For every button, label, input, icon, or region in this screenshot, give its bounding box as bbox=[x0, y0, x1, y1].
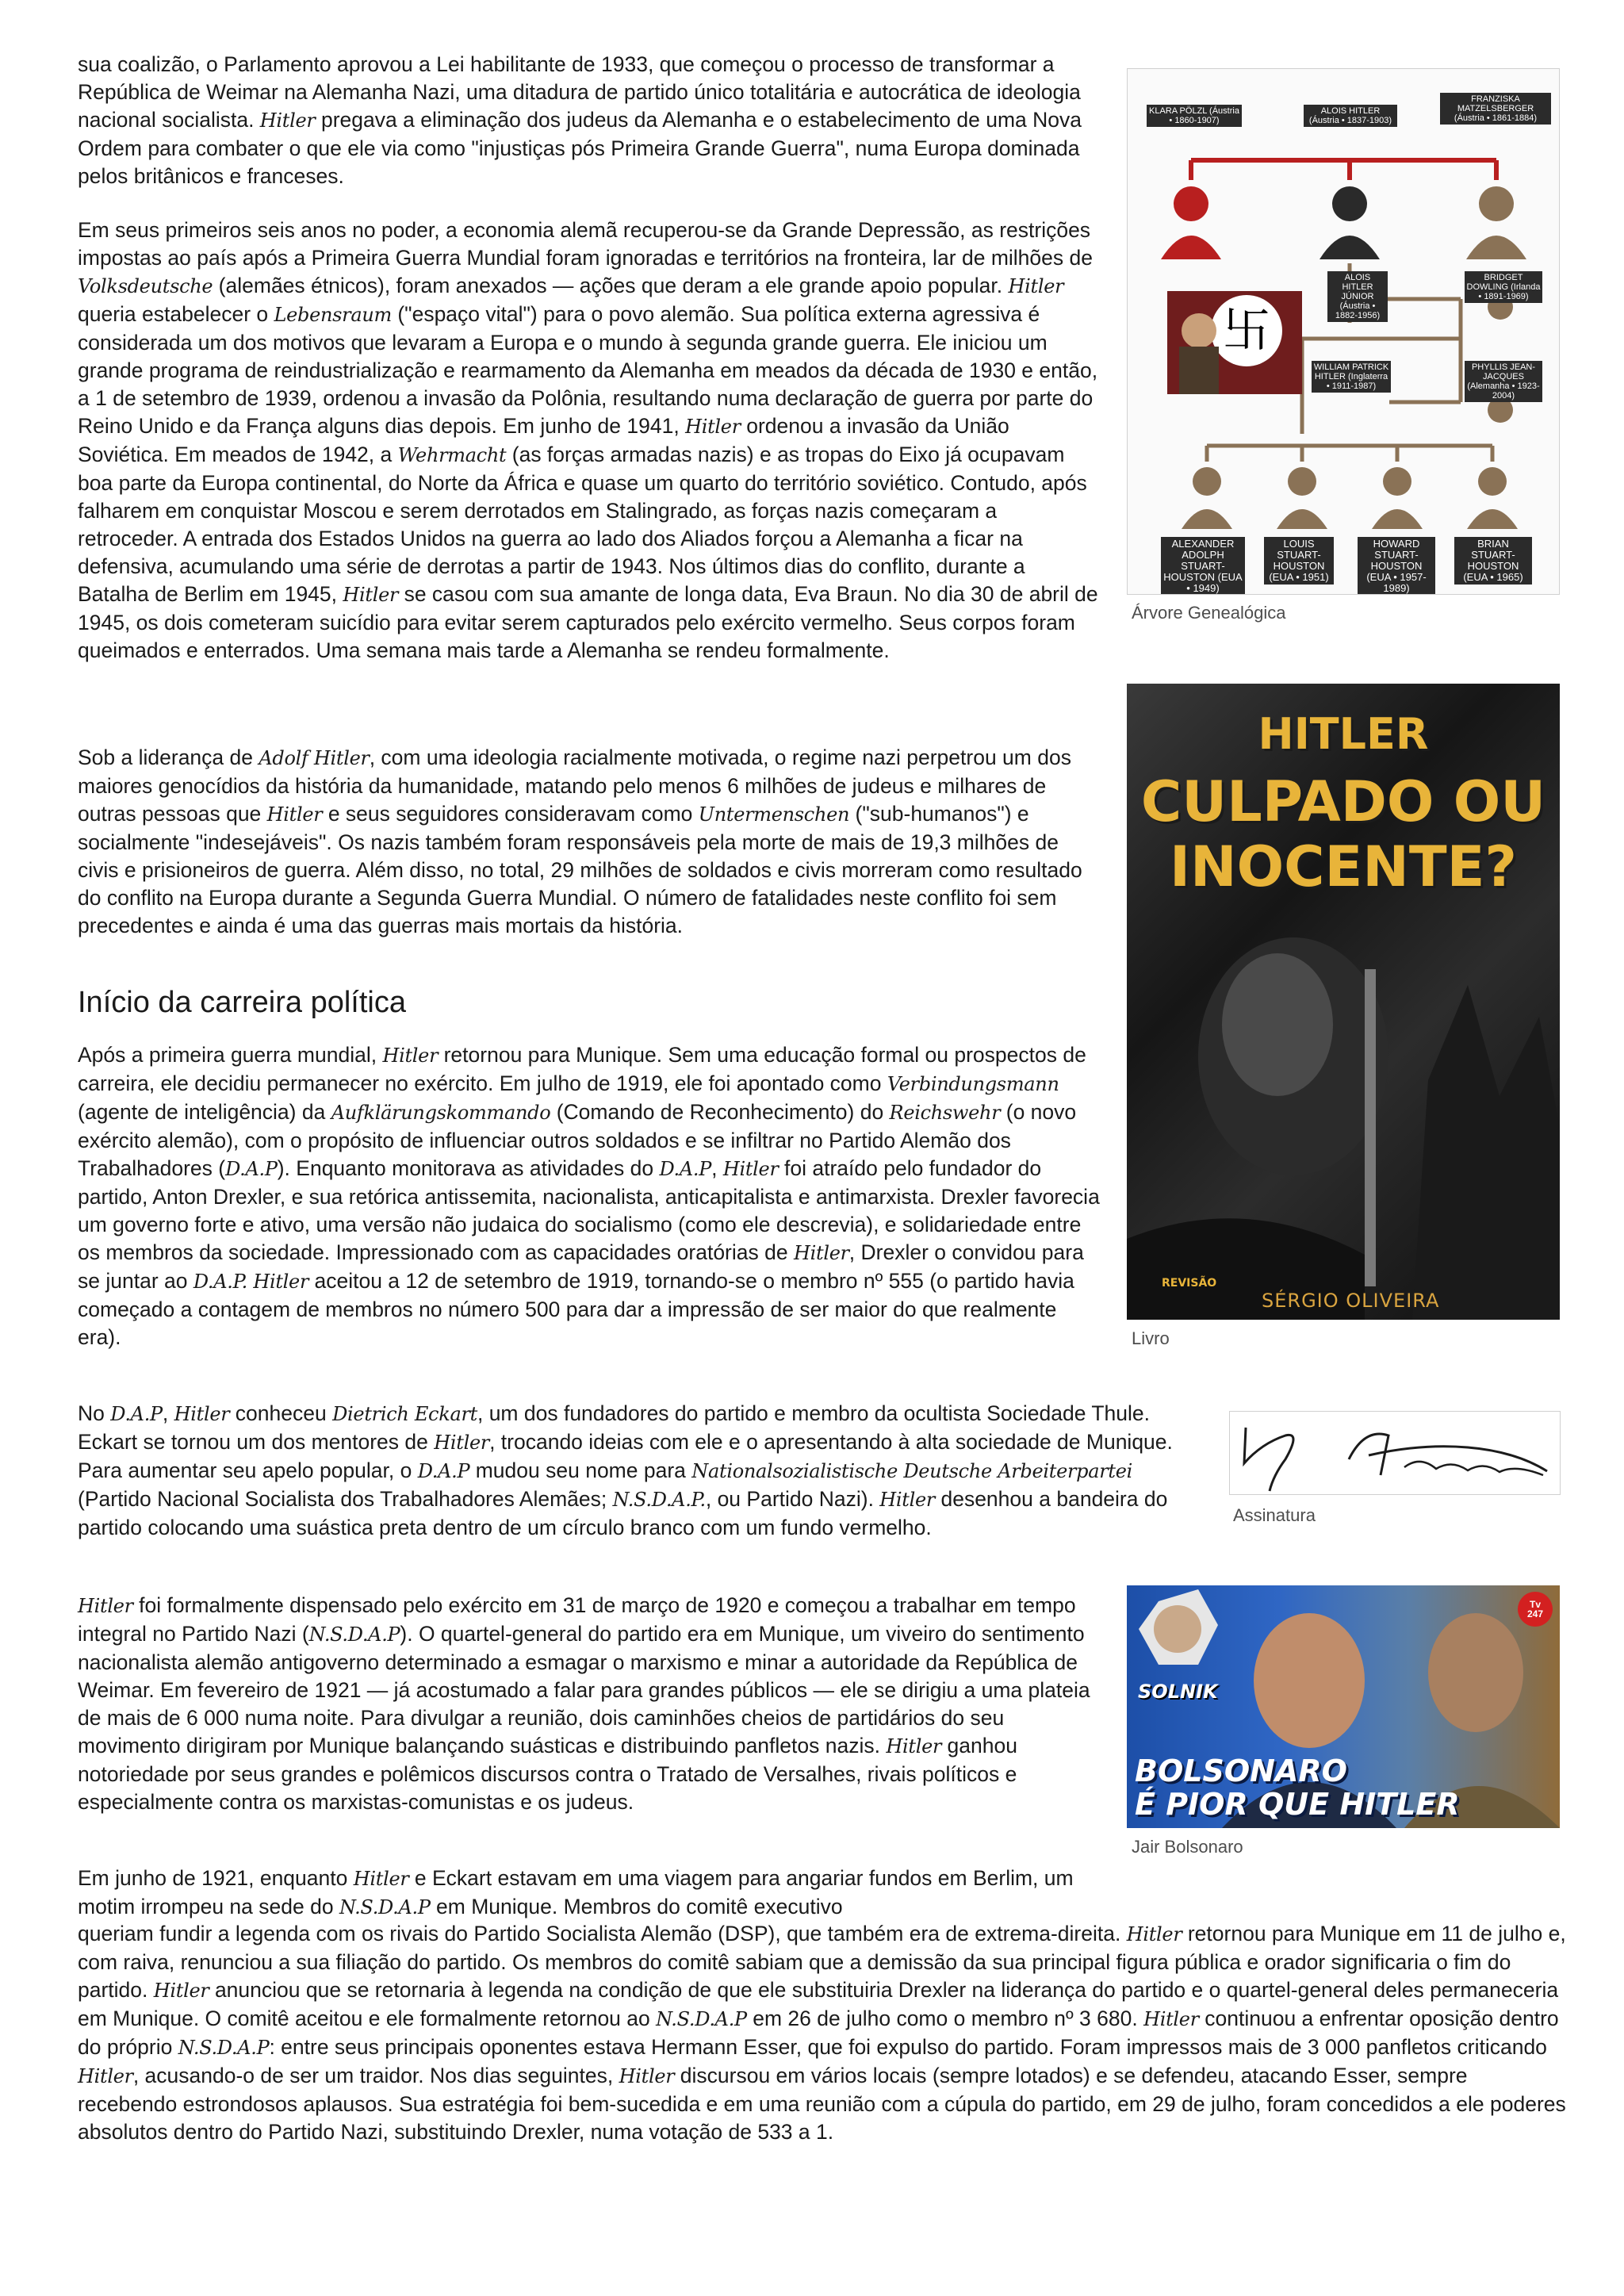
video-thumbnail-image bbox=[1127, 1585, 1560, 1828]
text-run: foi atraído pelo fundador do partido, Anton Drexler, e sua retórica antissemita, nacionalista, anticapitalista e antimarxista. Drexler favorecia um governo forte e ativo, uma versão não judaica do socialismo (como ele descrevia), e solidariedade entre os membros da sociedade. Impressionado com as capacidades oratórias de bbox=[78, 1156, 1100, 1264]
stylized-term: D.A.P bbox=[225, 1158, 278, 1180]
stylized-term: N.S.D.A.P bbox=[178, 2037, 270, 2059]
tree-label-alois-jr: ALOIS HITLER JÚNIOR (Áustria • 1882-1956) bbox=[1327, 271, 1388, 322]
stylized-term: Nationalsozialistische Deutsche Arbeiterpartei bbox=[691, 1460, 1133, 1482]
text-run: (agente de inteligência) da bbox=[78, 1100, 331, 1124]
text-run: aceitou a 12 de setembro de 1919, tornando-se o membro nº 555 (o partido havia começado a contagem de membros no número 500 para dar a impressão de ser maior do que realmente era). bbox=[78, 1269, 1074, 1349]
stylized-term: Hitler bbox=[259, 109, 316, 132]
thumbnail-caption: Jair Bolsonaro bbox=[1132, 1837, 1243, 1857]
text-run: ("sub-humanos") e socialmente "indesejáveis". Os nazis também foram responsáveis pela morte de mais de 19,3 milhões de civis e prisioneiros de guerra. Além disso, no total, 29 milhões de soldados e civis morreram como resultado do conflito na Europa durante a Segunda Guerra Mundial. O número de fatalidades neste conflito foi sem precedentes e ainda é uma das guerras mais mortais da história. bbox=[78, 802, 1082, 937]
tree-label-franziska: FRANZISKA MATZELSBERGER (Áustria • 1861-1884) bbox=[1440, 93, 1551, 125]
text-run: ("espaço vital") para o povo alemão. Sua política externa agressiva é considerada um dos motivos que levaram a Europa e o mundo à segunda grande guerra. Ele iniciou um grande programa de reindustrialização e rearmamento da Alemanha em meados da década de 1930 e então, a 1 de setembro de 1939, ordenou a invasão da Polônia, resultando numa declaração de guerra por parte do Reino Unido e da França alguns dias depois. Em junho de 1941, bbox=[78, 302, 1098, 438]
book-cover-image bbox=[1127, 684, 1560, 1320]
stylized-term: Untermenschen bbox=[698, 803, 850, 826]
stylized-term: Hitler bbox=[382, 1045, 439, 1067]
tree-label-bridget: BRIDGET DOWLING (Irlanda • 1891-1969) bbox=[1465, 271, 1542, 303]
text-run: , bbox=[711, 1156, 723, 1180]
stylized-term: Aufklärungskommando bbox=[331, 1102, 551, 1124]
stylized-term: N.S.D.A.P bbox=[308, 1623, 400, 1646]
stylized-term: Adolf Hitler bbox=[259, 747, 370, 769]
stylized-term: N.S.D.A.P. bbox=[612, 1489, 706, 1511]
stylized-term: Hitler bbox=[253, 1271, 309, 1293]
text-run: , bbox=[162, 1401, 174, 1425]
book-author: SÉRGIO OLIVEIRA bbox=[1262, 1290, 1440, 1312]
signature-image bbox=[1229, 1411, 1561, 1495]
text-run: ordenou a invasão da União Soviética. Em meados de 1942, a bbox=[78, 414, 1009, 466]
family-tree-image bbox=[1127, 68, 1560, 595]
text-run: anunciou que se retornaria à legenda na condição de que ele substituiria Drexler na liderança do partido e o quartel-general deles permaneceria em Munique. O comitê aceitou e ele formalmente retornou ao bbox=[78, 1978, 1559, 2030]
stylized-term: Hitler bbox=[153, 1980, 209, 2002]
stylized-term: Hitler bbox=[793, 1242, 849, 1264]
book-title-line3: INOCENTE? bbox=[1169, 834, 1518, 899]
tree-label-klara: KLARA PÖLZL (Áustria • 1860-1907) bbox=[1147, 105, 1242, 127]
book-title-line1: HITLER bbox=[1258, 709, 1429, 759]
paragraph-mutiny-continued bbox=[78, 1920, 1568, 2146]
text-run: Em junho de 1921, enquanto bbox=[78, 1866, 354, 1890]
text-run: (alemães étnicos), foram anexados — ações que deram a ele grande apoio popular. bbox=[213, 274, 1009, 297]
stylized-term: Hitler bbox=[1008, 275, 1064, 297]
text-run: , trocando ideias com ele e o apresentando à alta sociedade de Munique. Para aumentar seu apelo popular, o bbox=[78, 1430, 1173, 1482]
text-run: (Partido Nacional Socialista dos Trabalhadores Alemães; bbox=[78, 1487, 613, 1511]
stylized-term: Lebensraum bbox=[274, 304, 392, 326]
text-run: Após a primeira guerra mundial, bbox=[78, 1043, 383, 1067]
stylized-term: D.A.P bbox=[110, 1403, 163, 1425]
stylized-term: Hitler bbox=[174, 1403, 230, 1425]
tree-label-brian: BRIAN STUART-HOUSTON (EUA • 1965) bbox=[1454, 537, 1532, 585]
stylized-term: Wehrmacht bbox=[397, 444, 507, 466]
stylized-term: Hitler bbox=[722, 1158, 779, 1180]
text-run: e Eckart estavam em uma viagem para angariar fundos em Berlim, um motim irrompeu na sede do bbox=[78, 1866, 1074, 1918]
stylized-term: Hitler bbox=[78, 1595, 133, 1617]
tree-label-alois: ALOIS HITLER (Áustria • 1837-1903) bbox=[1304, 105, 1397, 127]
stylized-term: N.S.D.A.P bbox=[339, 1896, 431, 1918]
text-run: mudou seu nome para bbox=[469, 1458, 692, 1482]
text-run: em Munique. Membros do comitê executivo bbox=[430, 1895, 843, 1918]
text-run: , Drexler o convidou para se juntar ao bbox=[78, 1240, 1084, 1293]
stylized-term: Hitler bbox=[1126, 1923, 1182, 1945]
text-run: queria estabelecer o bbox=[78, 302, 274, 326]
text-run: desenhou a bandeira do partido colocando uma suástica preta dentro de um círculo branco com um fundo vermelho. bbox=[78, 1487, 1168, 1539]
paragraph-early-years bbox=[78, 217, 1101, 665]
tree-label-louis: LOUIS STUART-HOUSTON (EUA • 1951) bbox=[1264, 537, 1334, 585]
stylized-term: D.A.P bbox=[417, 1460, 470, 1482]
stylized-term: D.A.P. bbox=[193, 1271, 247, 1293]
text-run: retornou para Munique. Sem uma educação formal ou prospectos de carreira, ele decidiu permanecer no exército. Em julho de 1919, ele foi apontado como bbox=[78, 1043, 1086, 1095]
text-run: , um dos fundadores do partido e membro da ocultista Sociedade Thule. Eckart se tornou um dos mentores de bbox=[78, 1401, 1150, 1454]
tree-label-howard: HOWARD STUART-HOUSTON (EUA • 1957-1989) bbox=[1358, 537, 1435, 595]
paragraph-intro-continued bbox=[78, 51, 1101, 190]
text-run: (Comando de Reconhecimento) do bbox=[550, 1100, 890, 1124]
text-run: , acusando-o de ser um traidor. Nos dias seguintes, bbox=[132, 2064, 619, 2087]
paragraph-mutiny bbox=[78, 1865, 1101, 1922]
text-run: pregava a eliminação dos judeus da Alemanha e o estabelecimento de uma Nova Ordem para combater o que ele via como "injustiças pós Primeira Grande Guerra", numa Europa dominada pelos britânicos e franceses. bbox=[78, 108, 1082, 188]
stylized-term: Verbindungsmann bbox=[887, 1073, 1059, 1095]
stylized-term: Hitler bbox=[1143, 2008, 1199, 2030]
signature-caption: Assinatura bbox=[1233, 1505, 1316, 1525]
text-run: retornou para Munique em 11 de julho e, com raiva, renunciou a sua filiação do partido. Os membros do comitê sabiam que a demissão da sua principal figura pública e orador significaria o fim do partido. bbox=[78, 1922, 1566, 2002]
stylized-term: Hitler bbox=[879, 1489, 936, 1511]
text-run: sua coalizão, o Parlamento aprovou a Lei habilitante de 1933, que começou o processo de transformar a República de Weimar na Alemanha Nazi, uma ditadura de partido único totalitária e autocrática de ideologia nacional socialista. bbox=[78, 52, 1081, 132]
stylized-term: Hitler bbox=[619, 2065, 675, 2087]
stylized-term: D.A.P bbox=[659, 1158, 712, 1180]
text-run: se casou com sua amante de longa data, Eva Braun. No dia 30 de abril de 1945, os dois cometeram suicídio para evitar serem capturados pelo exército vermelho. Seus corpos foram queimados e enterrados. Uma semana mais tarde a Alemanha se rendeu formalmente. bbox=[78, 582, 1098, 662]
stylized-term: Hitler bbox=[343, 584, 399, 606]
section-heading: Início da carreira política bbox=[78, 986, 406, 1019]
stylized-term: N.S.D.A.P bbox=[656, 2008, 747, 2030]
text-run: ganhou notoriedade por seus grandes e polêmicos discursos contra o Tratado de Versalhes, rivais políticos e especialmente contra os marxistas-comunistas e os judeus. bbox=[78, 1734, 1017, 1814]
paragraph-nsdap bbox=[78, 1592, 1101, 1816]
tree-label-phyllis: PHYLLIS JEAN-JACQUES (Alemanha • 1923-2004) bbox=[1465, 361, 1542, 402]
stylized-term: Hitler bbox=[886, 1735, 942, 1757]
stylized-term: Hitler bbox=[685, 416, 741, 438]
signature-strokes bbox=[1230, 1412, 1561, 1495]
svg-text:卐: 卐 bbox=[1223, 303, 1270, 358]
book-caption: Livro bbox=[1132, 1328, 1170, 1348]
thumbnail-badge: Tv 247 bbox=[1526, 1599, 1544, 1619]
text-run: Sob a liderança de bbox=[78, 746, 259, 769]
text-run: ). Enquanto monitorava as atividades do bbox=[277, 1156, 660, 1180]
family-tree-lines bbox=[1128, 69, 1560, 595]
paragraph-genocide bbox=[78, 744, 1101, 940]
tree-caption: Árvore Genealógica bbox=[1132, 603, 1286, 623]
thumbnail-headline-line2: É PIOR QUE HITLER bbox=[1135, 1787, 1460, 1822]
text-run: Em seus primeiros seis anos no poder, a economia alemã recuperou-se da Grande Depressão, as restrições impostas ao país após a Primeira Guerra Mundial foram ignoradas e territórios na fronteira, lar de milhões de bbox=[78, 218, 1093, 270]
stylized-term: Hitler bbox=[353, 1868, 409, 1890]
stylized-term: Hitler bbox=[434, 1432, 490, 1454]
paragraph-dap bbox=[78, 1400, 1180, 1542]
stylized-term: Hitler bbox=[78, 2065, 133, 2087]
text-run: queriam fundir a legenda com os rivais do Partido Socialista Alemão (DSP), que também era de extrema-direita. bbox=[78, 1922, 1127, 1945]
stylized-term: Reichswehr bbox=[889, 1102, 1001, 1124]
book-title-line2: CULPADO OU bbox=[1140, 769, 1546, 834]
text-run: : entre seus principais oponentes estava Hermann Esser, que foi expulso do partido. Foram impressos mais de 3 000 panfletos criticando bbox=[269, 2035, 1547, 2059]
text-run: e seus seguidores consideravam como bbox=[322, 802, 699, 826]
text-run: continuou a enfrentar oposição dentro do próprio bbox=[78, 2007, 1559, 2059]
paragraph-early-career bbox=[78, 1041, 1101, 1351]
tree-label-alexander: ALEXANDER ADOLPH STUART-HOUSTON (EUA • 1949) bbox=[1161, 537, 1245, 595]
text-run: foi formalmente dispensado pelo exército em 31 de março de 1920 e começou a trabalhar em tempo integral no Partido Nazi ( bbox=[78, 1593, 1076, 1646]
text-run: (as forças armadas nazis) e as tropas do Eixo já ocupavam boa parte da Europa continental, do Norte da África e quase um quarto do território soviético. Contudo, após falharem em conquistar Moscou e serem derrotados em Stalingrado, as forças nazis começaram a retroceder. A entrada dos Estados Unidos na guerra ao lado dos Aliados forçou a Alemanha a ficar na defensiva, acumulando uma série de derrotas a partir de 1943. Nos últimos dias do conflito, durante a Batalha de Berlim em 1945, bbox=[78, 443, 1087, 606]
text-run: ). O quartel-general do partido era em Munique, um viveiro do sentimento nacionalista alemão antigoverno determinado a esmagar o marxismo e minar a autoridade da República de Weimar. Em fevereiro de 1921 — já acostumado a falar para grandes públicos — ele se dirigiu a uma plateia de mais de 6 000 numa noite. Para divulgar a reunião, dois caminhões cheios de partidários do seu movimento dirigiram por Munique balançando suásticas e distribuindo panfletos nazis. bbox=[78, 1622, 1090, 1757]
thumbnail-headline-line1: BOLSONARO bbox=[1135, 1754, 1347, 1788]
text-run: (o novo exército alemão), com o propósito de influenciar outros soldados e se infiltrar no Partido Alemão dos Trabalhadores ( bbox=[78, 1100, 1077, 1180]
text-run: No bbox=[78, 1401, 111, 1425]
thumbnail-name-tag: SOLNIK bbox=[1138, 1681, 1218, 1703]
text-run: em 26 de julho como o membro nº 3 680. bbox=[746, 2007, 1144, 2030]
book-publisher-logo: REVISÃO bbox=[1162, 1277, 1217, 1290]
tree-label-william: WILLIAM PATRICK HITLER (Inglaterra • 1911-1987) bbox=[1312, 361, 1391, 393]
text-run: discursou em vários locais (sempre lotados) e se defendeu, atacando Esser, sempre recebendo estrondosos aplausos. Sua estratégia foi bem-sucedida e em uma reunião com a cúpula do partido, em 29 de julho, foram concedidos a ele poderes absolutos dentro do Partido Nazi, substituindo Drexler, numa votação de 533 a 1. bbox=[78, 2064, 1566, 2144]
stylized-term: Hitler bbox=[266, 803, 323, 826]
text-run: , com uma ideologia racialmente motivada, o regime nazi perpetrou um dos maiores genocídios da história da humanidade, matando pelo menos 6 milhões de judeus e milhares de outras pessoas que bbox=[78, 746, 1071, 826]
text-run: conheceu bbox=[229, 1401, 333, 1425]
stylized-term: Volksdeutsche bbox=[78, 275, 213, 297]
stylized-term: Dietrich Eckart bbox=[332, 1403, 477, 1425]
text-run: , ou Partido Nazi). bbox=[705, 1487, 880, 1511]
